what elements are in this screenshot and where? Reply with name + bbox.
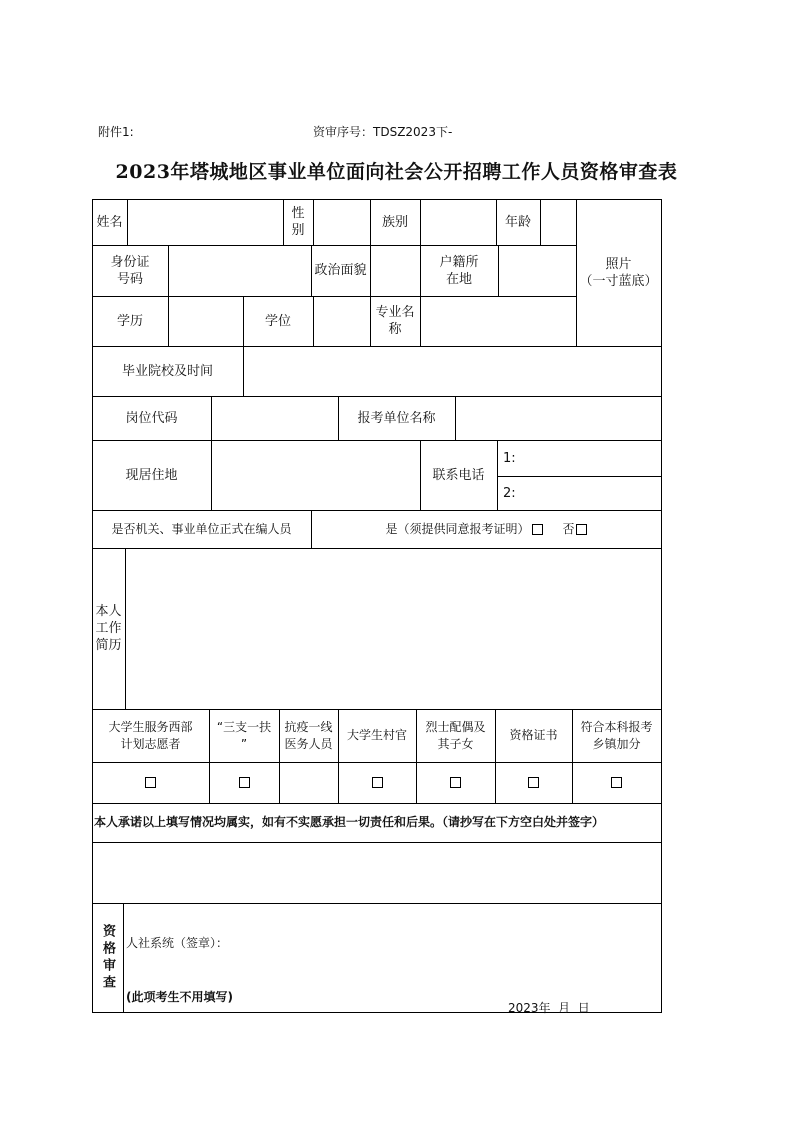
phone-1-label: 1: [503, 450, 516, 466]
input-phone-1[interactable] [497, 440, 661, 476]
input-school-time[interactable] [243, 346, 661, 396]
category-martyr-family: 烈士配偶及 其子女 [425, 719, 486, 751]
label-education: 学历 [116, 313, 143, 329]
pledge-copy-area[interactable] [92, 842, 661, 903]
page-title: 2023年塔城地区事业单位面向社会公开招聘工作人员资格审查表 [115, 161, 678, 183]
checkbox-township-bonus[interactable] [611, 777, 622, 788]
label-school-time: 毕业院校及时间 [121, 363, 213, 379]
review-hr-system: 人社系统（签章）： [126, 935, 229, 950]
category-township-bonus: 符合本科报考 乡镇加分 [580, 719, 653, 751]
input-gender[interactable] [313, 199, 370, 245]
label-ethnicity: 族别 [381, 214, 408, 230]
label-political: 政治面貌 [314, 263, 367, 278]
phone-2-label: 2: [503, 485, 516, 501]
input-age[interactable] [540, 199, 576, 245]
checkbox-martyr-family[interactable] [450, 777, 461, 788]
category-qualification: 资格证书 [509, 728, 558, 742]
label-age: 年龄 [504, 214, 531, 230]
input-id-number[interactable] [168, 245, 311, 296]
photo-box[interactable]: 照片 （一寸蓝底） [579, 256, 658, 289]
input-residence[interactable] [211, 440, 420, 510]
category-western-volunteer: 大学生服务西部 计划志愿者 [108, 719, 193, 751]
pledge-text: 本人承诺以上填写情况均属实，如有不实愿承担一切责任和后果。（请抄写在下方空白处并签字） [94, 815, 605, 829]
input-hukou[interactable] [498, 245, 576, 296]
checkbox-sanzhi-yifu[interactable] [239, 777, 250, 788]
input-unit-name[interactable] [455, 396, 661, 440]
staff-answer-yes-label: 是（须提供同意报考证明） [385, 521, 530, 536]
checkbox-epidemic-medical-cell [279, 762, 338, 803]
label-hukou: 户籍所 在地 [439, 254, 479, 287]
review-note: (此项考生不用填写) [126, 989, 233, 1004]
input-ethnicity[interactable] [420, 199, 496, 245]
input-post-code[interactable] [211, 396, 338, 440]
label-resume: 本人 工作 简历 [95, 604, 122, 653]
input-education[interactable] [168, 296, 243, 346]
category-epidemic-medical: 抗疫一线 医务人员 [284, 719, 333, 751]
checkbox-western-volunteer[interactable] [145, 777, 156, 788]
staff-answer [311, 510, 661, 548]
checkbox-village-official[interactable] [372, 777, 383, 788]
label-phone: 联系电话 [432, 467, 485, 483]
label-unit-name: 报考单位名称 [357, 410, 436, 426]
input-degree[interactable] [313, 296, 370, 346]
category-sanzhi-yifu: “三支一扶 ” [216, 719, 272, 751]
label-staff-question: 是否机关、事业单位正式在编人员 [111, 521, 292, 536]
staff-no-checkbox[interactable] [576, 524, 587, 535]
label-name: 姓名 [96, 214, 123, 230]
label-gender: 性 别 [291, 206, 305, 238]
label-degree: 学位 [264, 313, 291, 329]
label-id-number: 身份证 号码 [110, 254, 150, 287]
review-date: 2023年 月 日 [508, 1000, 590, 1015]
input-political[interactable] [370, 245, 420, 296]
checkbox-qualification[interactable] [528, 777, 539, 788]
category-village-official: 大学生村官 [346, 728, 407, 742]
staff-answer-no-label: 否 [562, 521, 575, 536]
input-resume[interactable] [125, 548, 661, 709]
input-name[interactable] [127, 199, 283, 245]
label-residence: 现居住地 [125, 467, 178, 483]
attachment-label: 附件1: [98, 125, 134, 139]
label-major: 专业名 称 [375, 305, 415, 337]
input-phone-2[interactable] [497, 476, 661, 510]
input-major[interactable] [420, 296, 576, 346]
serial-number: 资审序号：TDSZ2023下- [313, 125, 453, 139]
label-review: 资格审查 [100, 923, 115, 992]
label-post-code: 岗位代码 [125, 410, 178, 426]
staff-yes-checkbox[interactable] [532, 524, 543, 535]
